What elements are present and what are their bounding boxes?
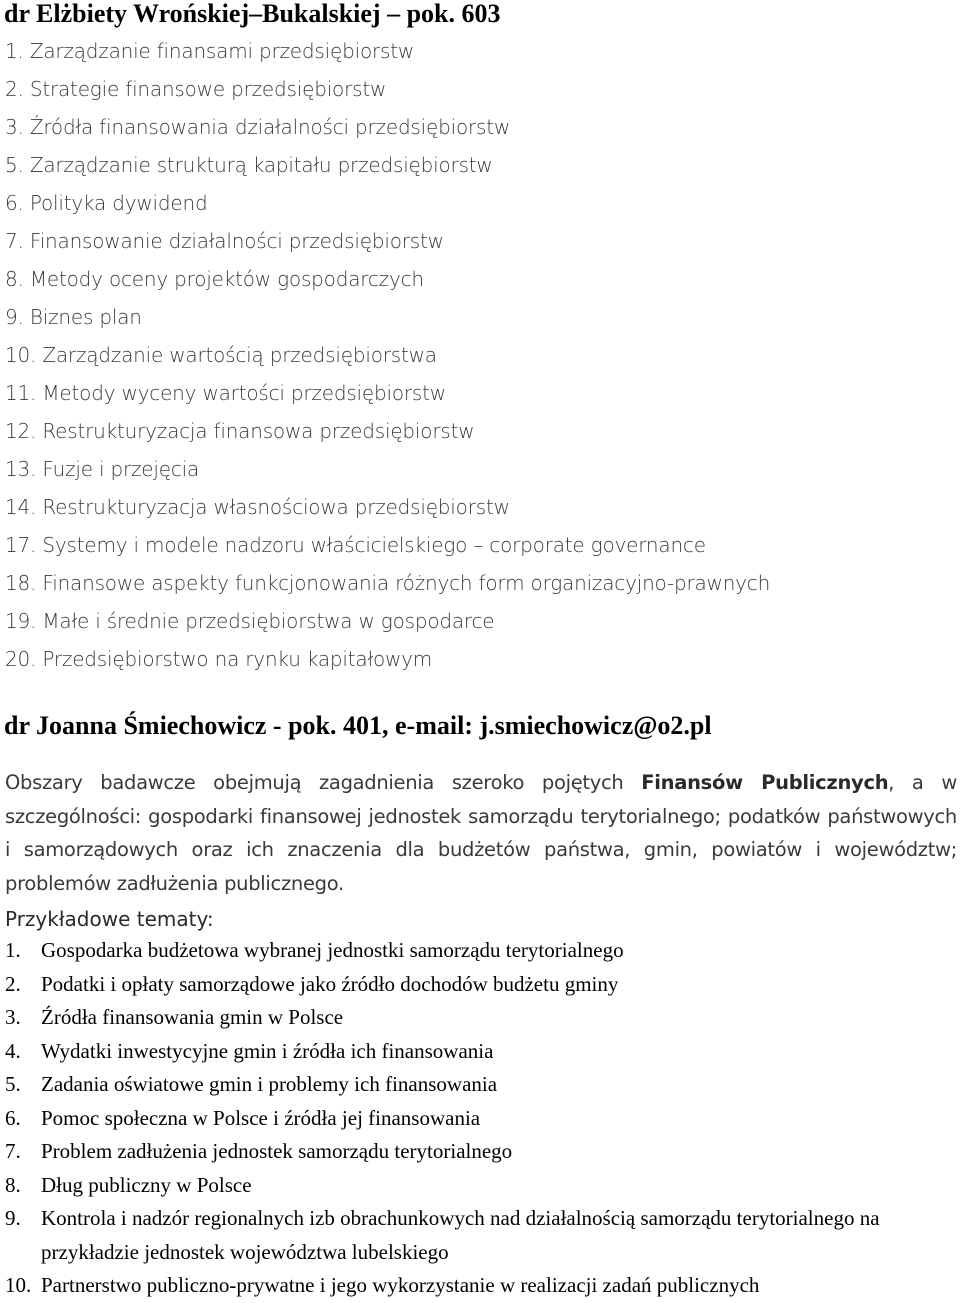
item-number: 6. <box>5 1105 21 1130</box>
list-item: 11. Metody wyceny wartości przedsiębiorstw <box>5 381 446 405</box>
section1-heading: dr Elżbiety Wrońskiej–Bukalskiej – pok. 603 <box>4 0 501 28</box>
item-text: Pomoc społeczna w Polsce i źródła jej finansowania <box>41 1105 481 1130</box>
list-item: 7. Finansowanie działalności przedsiębiorstw <box>5 229 444 253</box>
list-item: 10. Zarządzanie wartością przedsiębiorstwa <box>5 343 437 367</box>
list-item <box>5 1068 955 1102</box>
list-item: 18. Finansowe aspekty funkcjonowania różnych form organizacyjno-prawnych <box>5 571 771 595</box>
list-item: 20. Przedsiębiorstwo na rynku kapitałowym <box>5 647 433 671</box>
list-item: 9. Biznes plan <box>5 305 142 329</box>
section2-topic-list <box>5 934 955 1303</box>
item-number: 2. <box>5 971 21 996</box>
item-text: Kontrola i nadzór regionalnych izb obrachunkowych nad działalnością samorządu terytorialnego na przykładzie jednostek województwa lubelskiego <box>41 1206 880 1264</box>
item-text: Problem zadłużenia jednostek samorządu terytorialnego <box>41 1139 513 1163</box>
item-text: Zadania oświatowe gmin i problemy ich finansowania <box>41 1072 498 1096</box>
example-topics-subheading: Przykładowe tematy: <box>5 907 214 931</box>
list-item <box>5 1102 955 1136</box>
item-number: 7. <box>5 1139 21 1163</box>
list-item: 14. Restrukturyzacja własnościowa przedsiębiorstw <box>5 495 510 519</box>
item-number: 8. <box>5 1172 21 1197</box>
list-item: 12. Restrukturyzacja finansowa przedsiębiorstw <box>5 419 475 443</box>
section1-topic-list <box>5 32 770 678</box>
item-number: 9. <box>5 1206 21 1230</box>
item-text: Gospodarka budżetowa wybranej jednostki samorządu terytorialnego <box>41 938 624 962</box>
list-item <box>5 1001 955 1035</box>
list-item: 5. Zarządzanie strukturą kapitału przedsiębiorstw <box>5 153 493 177</box>
list-item: 8. Metody oceny projektów gospodarczych <box>5 267 424 291</box>
list-item: 19. Małe i średnie przedsiębiorstwa w gospodarce <box>5 609 495 633</box>
list-item <box>5 968 955 1002</box>
item-number: 10. <box>5 1273 32 1297</box>
item-text: Dług publiczny w Polsce <box>41 1172 252 1197</box>
list-item <box>5 934 955 968</box>
item-number: 3. <box>5 1005 21 1029</box>
list-item: 3. Źródła finansowania działalności przedsiębiorstw <box>5 115 511 139</box>
list-item: 2. Strategie finansowe przedsiębiorstw <box>5 77 387 101</box>
list-item <box>5 1135 955 1169</box>
item-number: 5. <box>5 1072 21 1096</box>
section2-heading: dr Joanna Śmiechowicz - pok. 401, e-mail: j.smiechowicz@o2.pl <box>4 711 712 740</box>
item-text: Podatki i opłaty samorządowe jako źródło dochodów budżetu gminy <box>41 971 619 996</box>
list-item: 13. Fuzje i przejęcia <box>5 457 200 481</box>
item-text: Źródła finansowania gmin w Polsce <box>41 1005 344 1029</box>
item-number: 1. <box>5 938 21 962</box>
item-text: Partnerstwo publiczno-prywatne i jego wykorzystanie w realizacji zadań publicznych <box>41 1273 760 1297</box>
list-item <box>5 1169 955 1203</box>
list-item <box>5 1202 955 1269</box>
list-item <box>5 1269 955 1303</box>
item-text: Wydatki inwestycyjne gmin i źródła ich finansowania <box>41 1038 494 1063</box>
paragraph-text-start: Obszary badawcze obejmują zagadnienia szeroko pojętych <box>5 771 624 794</box>
paragraph-bold-term: Finansów Publicznych <box>641 771 889 794</box>
item-number: 4. <box>5 1038 21 1063</box>
paragraph-text-end: , a w szczególności: gospodarki finansowej jednostek samorządu terytorialnego; podatków państwowych i samorządowych oraz ich znaczenia dla budżetów państwa, gmin, powiatów i województw; problemów zadłużenia publicznego. <box>5 771 957 895</box>
research-areas-paragraph <box>5 766 957 900</box>
list-item: 1. Zarządzanie finansami przedsiębiorstw <box>5 39 415 63</box>
list-item: 17. Systemy i modele nadzoru właścicielskiego – corporate governance <box>5 533 706 557</box>
list-item: 6. Polityka dywidend <box>5 191 208 215</box>
list-item <box>5 1035 955 1069</box>
